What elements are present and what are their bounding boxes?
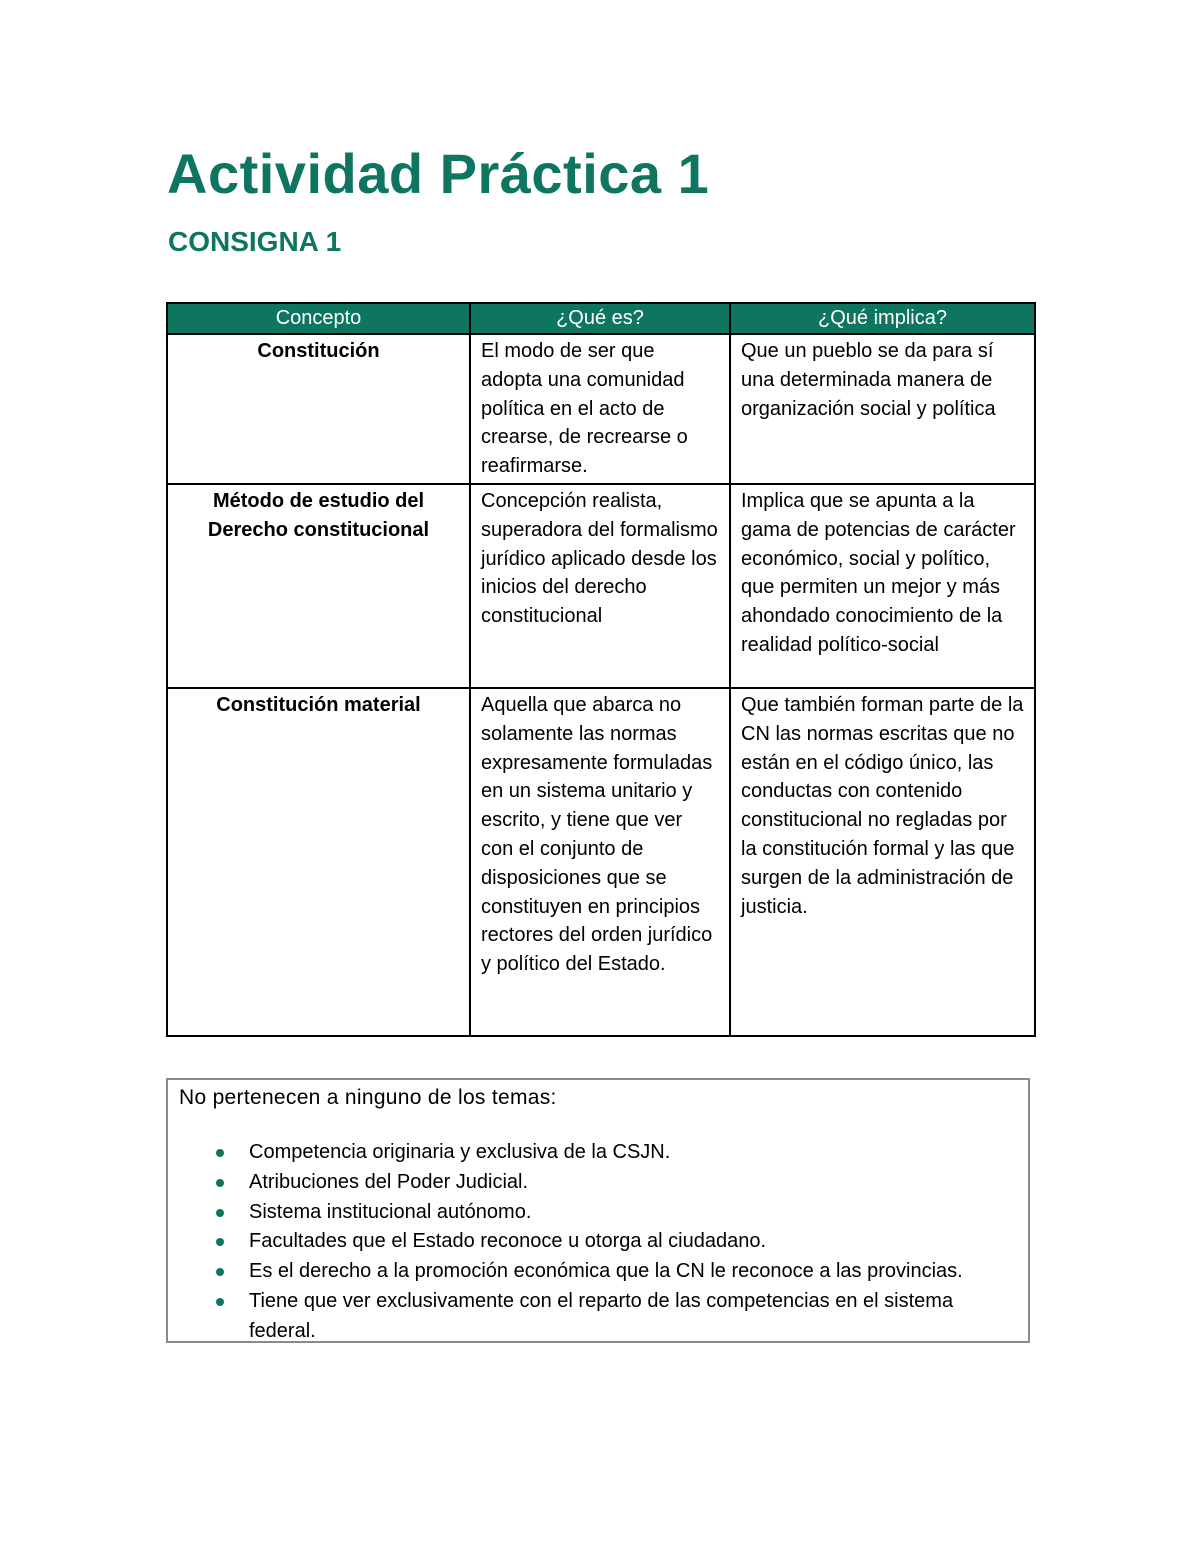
- bullet-icon: [216, 1149, 224, 1157]
- bullet-icon: [216, 1268, 224, 1276]
- list-item: [168, 1227, 1014, 1257]
- list-item: [168, 1198, 1014, 1228]
- header-que-implica: ¿Qué implica?: [730, 303, 1035, 334]
- list-item: [168, 1287, 1014, 1347]
- definition-cell: Aquella que abarca no solamente las normas expresamente formuladas en un sistema unitario y escrito, y tiene que ver con el conjunto de disposiciones que se constituyen en principios rectores del orden jurídico y político del Estado.: [470, 688, 730, 1036]
- concept-cell: Método de estudio del Derecho constitucional: [167, 484, 470, 688]
- list-item-text: Es el derecho a la promoción económica que la CN le reconoce a las provincias.: [249, 1260, 963, 1283]
- definition-cell: Concepción realista, superadora del formalismo jurídico aplicado desde los inicios del derecho constitucional: [470, 484, 730, 688]
- list-item-text: Competencia originaria y exclusiva de la CSJN.: [249, 1141, 671, 1163]
- bullet-icon: [216, 1179, 224, 1187]
- list-item: [168, 1138, 1014, 1168]
- table-header-row: [167, 303, 1035, 334]
- list-item-text: Tiene que ver exclusivamente con el reparto de las competencias en el sistema federal.: [249, 1289, 954, 1342]
- definition-cell: El modo de ser que adopta una comunidad política en el acto de crearse, de recrearse o reafirmarse.: [470, 334, 730, 484]
- implication-cell: Que un pueblo se da para sí una determinada manera de organización social y política: [730, 334, 1035, 484]
- concepts-table: [166, 302, 1036, 1037]
- section-subtitle: CONSIGNA 1: [168, 226, 342, 257]
- notes-box: [166, 1078, 1030, 1343]
- bullet-icon: [216, 1238, 224, 1246]
- list-item-text: Sistema institucional autónomo.: [249, 1200, 532, 1223]
- table-row: [167, 484, 1035, 688]
- list-item: [168, 1257, 1014, 1287]
- list-item-text: Facultades que el Estado reconoce u otorga al ciudadano.: [249, 1230, 767, 1253]
- list-item-text: Atribuciones del Poder Judicial.: [249, 1170, 529, 1193]
- bullet-icon: [216, 1209, 224, 1217]
- bullet-icon: [216, 1298, 224, 1306]
- list-item: [168, 1168, 1014, 1198]
- notes-heading: No pertenecen a ninguno de los temas:: [179, 1086, 557, 1109]
- header-que-es: ¿Qué es?: [470, 303, 730, 334]
- concept-cell: Constitución: [167, 334, 470, 484]
- implication-cell: Implica que se apunta a la gama de potencias de carácter económico, social y político, que permiten un mejor y más ahondado conocimiento de la realidad político-social: [730, 484, 1035, 688]
- header-concepto: Concepto: [167, 303, 470, 334]
- page-title: Actividad Práctica 1: [167, 142, 710, 205]
- notes-list: [168, 1138, 1014, 1347]
- table-row: [167, 334, 1035, 484]
- table-row: [167, 688, 1035, 1036]
- implication-cell: Que también forman parte de la CN las normas escritas que no están en el código único, las conductas con contenido constitucional no regladas por la constitución formal y las que surgen de la administración de justicia.: [730, 688, 1035, 1036]
- concept-cell: Constitución material: [167, 688, 470, 1036]
